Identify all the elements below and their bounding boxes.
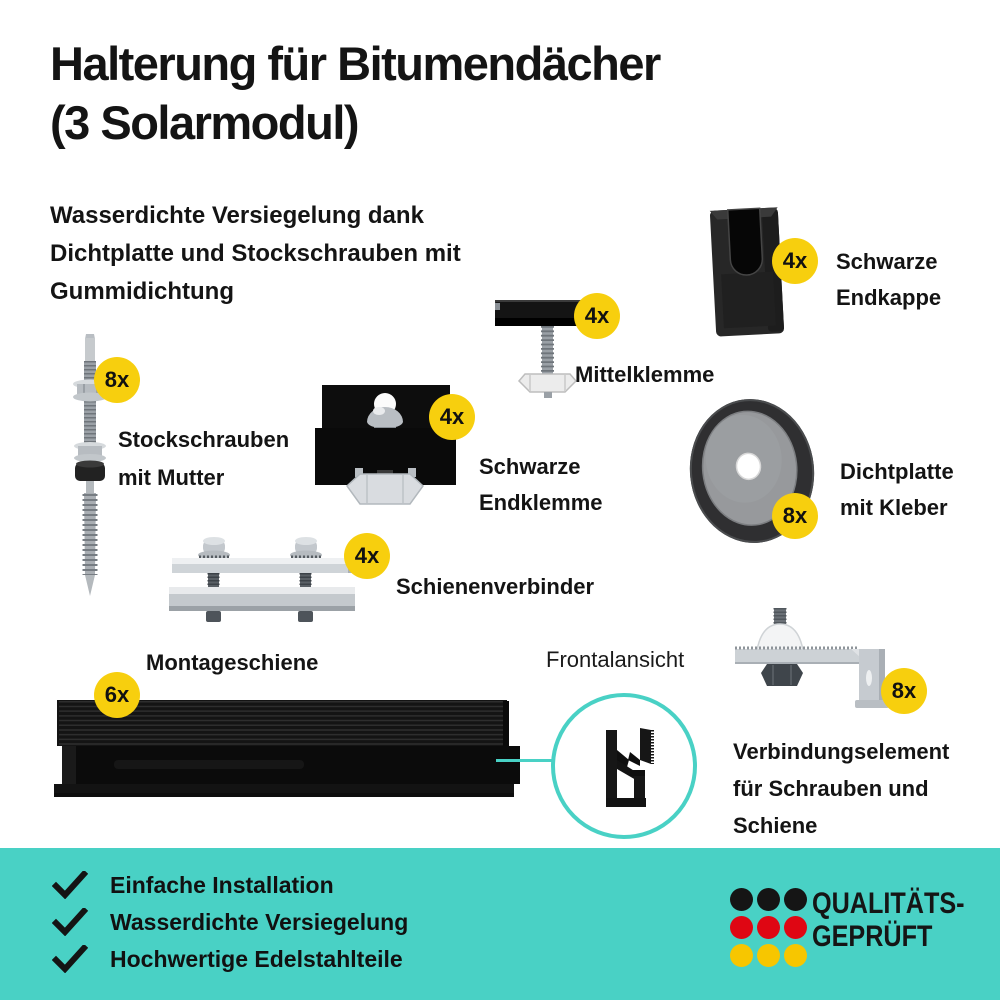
- label-dichtplatte: Dichtplatte mit Kleber: [840, 459, 954, 520]
- label-schienenverbinder: Schienenverbinder: [396, 574, 595, 599]
- benefit-row: [52, 870, 334, 900]
- title-line2: (3 Solarmodul): [50, 96, 359, 149]
- title-prefix: Halterung für: [50, 37, 338, 90]
- zoom-callout-circle: [551, 693, 697, 839]
- subtitle-line: Wasserdichte Versiegelung dank: [50, 202, 424, 229]
- label-stockschrauben: Stockschrauben mit Mutter: [118, 427, 290, 490]
- checkmark-icon: [52, 871, 88, 899]
- label-mittelklemme: Mittelklemme: [575, 362, 715, 387]
- rail-connector-image: [166, 532, 361, 630]
- qty-badge-dichtplatte: 8x: [772, 493, 818, 539]
- subtitle: [50, 197, 461, 311]
- label-montageschiene: Montageschiene: [146, 650, 319, 675]
- benefit-row: [52, 944, 403, 974]
- benefits-banner: [0, 848, 1000, 1000]
- quality-seal-dots-icon: [730, 888, 807, 967]
- checkmark-icon: [52, 945, 88, 973]
- qty-badge-verbindungselement: 8x: [881, 668, 927, 714]
- benefit-text: Hochwertige Edelstahlteile: [110, 945, 403, 972]
- title-highlighted-word: Bitumendächer: [337, 34, 660, 93]
- label-frontalansicht: Frontalansicht: [546, 647, 685, 672]
- quality-seal-line1: QUALITÄTS-: [812, 887, 965, 920]
- page-title: [50, 34, 660, 152]
- quality-seal-line2: GEPRÜFT: [812, 920, 933, 953]
- qty-badge-stockschrauben: 8x: [94, 357, 140, 403]
- quality-seal-text: [812, 887, 965, 953]
- zoom-callout-line: [496, 759, 554, 762]
- checkmark-icon: [52, 908, 88, 936]
- qty-badge-montageschiene: 6x: [94, 672, 140, 718]
- qty-badge-schienenverbinder: 4x: [344, 533, 390, 579]
- benefit-row: [52, 907, 408, 937]
- l-bracket-image: [727, 602, 899, 712]
- label-verbindungselement: Verbindungselement für Schrauben und Schiene: [733, 739, 950, 838]
- qty-badge-endklemme: 4x: [429, 394, 475, 440]
- subtitle-line: Dichtplatte und Stockschrauben mit: [50, 240, 461, 267]
- benefit-text: Wasserdichte Versiegelung: [110, 908, 409, 935]
- qty-badge-mittelklemme: 4x: [574, 293, 620, 339]
- label-endkappe: Schwarze Endkappe: [836, 249, 942, 310]
- rail-cross-section-image: [586, 720, 662, 812]
- benefit-text: Einfache Installation: [110, 871, 334, 898]
- subtitle-line: Gummidichtung: [50, 278, 234, 305]
- qty-badge-endkappe: 4x: [772, 238, 818, 284]
- label-endklemme: Schwarze Endklemme: [479, 454, 603, 515]
